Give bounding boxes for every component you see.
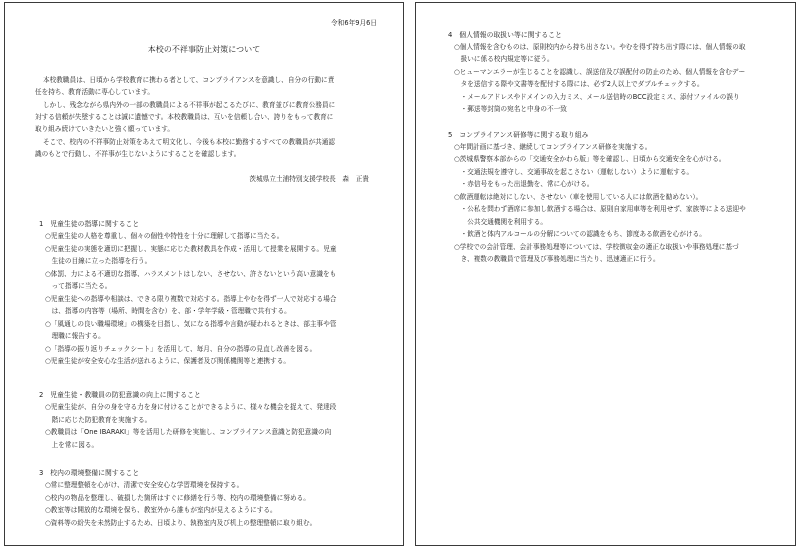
intro-line: そこで、校内の不祥事防止対策をあえて明文化し、今後も本校に勤務するすべての教職員が共通認	[43, 138, 336, 146]
section-line: ○飲酒運転は絶対にしない、させない（車を使用している人には飲酒を勧めない）。	[454, 193, 703, 201]
section-line: ○「風通しの良い職場環境」の構築を目指し、気になる指導や言動が疑われるときは、部主事や管	[45, 320, 337, 328]
section-line: 公共交通機関を利用する。	[454, 218, 548, 226]
section-line: ○茨城県警察本部からの「交通安全かわら版」等を確認し、日頃から交通安全を心がける。	[454, 155, 726, 163]
section-line: ○児童生徒の実態を適切に把握し、実態に応じた教材教具を作成・活用して授業を展開する。児童	[45, 245, 337, 253]
document-date: 令和6年9月6日	[331, 19, 377, 27]
section-line: ・公私を問わず酒席に参加し飲酒する場合は、原則自家用車等を利用せず、家族等による送迎や	[454, 205, 746, 213]
section-line: って指導に当たる。	[45, 282, 112, 290]
document-title: 本校の不祥事防止対策について	[147, 45, 261, 54]
section-line: ・交通法規を遵守し、交通事故を起こさない（運転しない）ように運転する。	[454, 168, 694, 176]
section-line: ・メールアドレスやドメインの入力ミス、メール送信時のBCC設定ミス、添付ファイルの誤り	[454, 93, 740, 101]
section-line: 上を常に図る。	[45, 441, 99, 449]
section-line: ○ヒューマンエラーが生じることを認識し、誤送信及び誤配付の防止のため、個人情報を含むデー	[454, 68, 746, 76]
document-page-1	[4, 2, 404, 546]
section-line: き、複数の教職員で管理及び事務処理に当たり、迅速適正に行う。	[454, 255, 660, 263]
intro-line: 対する信頼が失墜することは誠に遺憾です。本校教職員は、互いを信頼し合い、誇りをもって教育に	[35, 113, 334, 121]
intro-line: 任を持ち、教育活動に専心しています。	[35, 88, 155, 96]
section-heading: 2 児童生徒・教職員の防犯意識の向上に関すること	[39, 391, 201, 399]
section-heading: 3 校内の環境整備に関すること	[39, 469, 140, 477]
section-line: 理職に報告する。	[45, 332, 105, 340]
section-line: ○体罰、力による不適切な指導、ハラスメントはしない、させない、許さないという高い意識をも	[45, 270, 337, 278]
signature: 茨城県立土浦特別支援学校長 森 正貴	[249, 175, 369, 183]
section-line: ○児童生徒が安全安心な生活が送れるように、保護者及び関係機関等と連携する。	[45, 357, 290, 365]
intro-line: 本校教職員は、日頃から学校教育に携わる者として、コンプライアンスを意識し、自分の行動に責	[43, 76, 335, 84]
section-line: 扱いに係る校内規定等に従う。	[454, 55, 554, 63]
document-page-2	[415, 2, 796, 546]
section-line: ○校内の物品を整理し、破損した箇所はすぐに修繕を行う等、校内の環境整備に努める。	[45, 494, 310, 502]
section-line: ○教職員は「One IBARAKI」等を活用した研修を実施し、コンプライアンス意識と防犯意識の向	[45, 428, 332, 436]
section-heading: 5 コンプライアンス研修等に関する取り組み	[448, 131, 589, 139]
section-heading: 4 個人情報の取扱い等に関すること	[448, 31, 562, 39]
section-line: ○資料等の紛失を未然防止するため、日頃より、執務室内及び机上の整理整頓に取り組む。	[45, 519, 317, 527]
section-line: ○学校での会計管理、会計事務処理等については、学校徴収金の適正な取扱いや事務処理に基づ	[454, 243, 739, 251]
section-line: 生徒の目線に立った指導を行う。	[45, 257, 152, 265]
section-line: ○「指導の振り返りチェックシート」を活用して、毎月、自分の指導の見直し改善を図る。	[45, 345, 317, 353]
intro-line: 識のもとで行動し、不祥事が生じないようにすることを確認します。	[35, 150, 241, 158]
section-line: ○個人情報を含むものは、原則校内から持ち出さない。やむを得ず持ち出す際には、個人情報の取	[454, 43, 746, 51]
section-line: ○児童生徒が、自分の身を守る力を身に付けることができるように、様々な機会を捉えて、発達段	[45, 403, 337, 411]
section-line: ・赤信号をもった出退勤を、常に心がける。	[454, 180, 594, 188]
section-line: ○年間計画に基づき、継続してコンプライアンス研修を実施する。	[454, 143, 652, 151]
section-line: ○児童生徒の人格を尊重し、個々の個性や特性を十分に理解して指導に当たる。	[45, 232, 284, 240]
section-line: ・飲酒と体内アルコールの分解についての認識をもち、節度ある飲酒を心がける。	[454, 230, 706, 238]
intro-line: しかし、残念ながら県内外の一部の教職員による不祥事が起こるたびに、教育並びに教育公務員に	[43, 101, 336, 109]
intro-line: 取り組み続けていきたいと強く願っています。	[35, 125, 174, 133]
section-line: 階に応じた防犯教育を実施する。	[45, 416, 152, 424]
section-line: ○教室等は開放的な環境を保ち、教室外から誰もが室内が見えるようにする。	[45, 506, 277, 514]
section-line: ○常に整理整頓を心がけ、清潔で安全安心な学習環境を保持する。	[45, 481, 244, 489]
section-line: は、指導の内容等（場所、時間を含む）を、部・学年学級・管理職で共有する。	[45, 307, 291, 315]
section-line: ○児童生徒への指導や相談は、できる限り複数で対応する。指導上やむを得ず一人で対応する場合	[45, 295, 337, 303]
section-line: タを送信する際や文書等を配付する際には、必ず2人以上でダブルチェックする。	[454, 80, 704, 88]
section-heading: 1 児童生徒の指導に関すること	[39, 220, 140, 228]
section-line: ・郵送等封筒の宛名と中身の不一致	[454, 105, 567, 113]
